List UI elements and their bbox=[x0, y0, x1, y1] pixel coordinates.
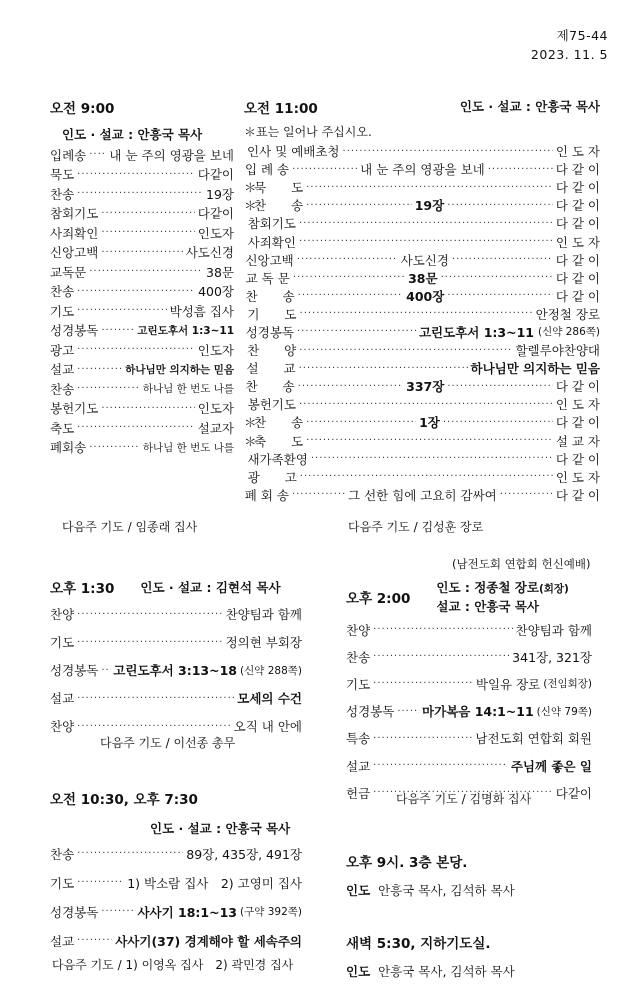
item-label: 성경봉독 bbox=[50, 663, 99, 678]
order-item bbox=[50, 399, 234, 419]
leader-dots bbox=[292, 164, 357, 175]
bulletin-header bbox=[531, 26, 608, 62]
item-detail: 고린도후서 1:3~11 bbox=[418, 324, 534, 340]
item-label: 성경봉독 bbox=[50, 323, 99, 339]
presider-preacher: 설교 : 안흥국 목사 bbox=[436, 599, 539, 614]
leader-dots bbox=[101, 227, 194, 238]
item-label: 폐 회 송 bbox=[244, 487, 289, 503]
order-item bbox=[50, 184, 234, 204]
leader-dots bbox=[292, 489, 345, 500]
order-item bbox=[50, 165, 234, 185]
leader-dots bbox=[101, 906, 134, 917]
item-label: 기도 bbox=[346, 676, 371, 692]
item-value: 다같이 bbox=[555, 785, 592, 801]
item-label: 폐회송 bbox=[50, 440, 87, 456]
leader-dots bbox=[77, 877, 124, 888]
item-value: 인 도 자 bbox=[555, 397, 600, 413]
leader-dots bbox=[300, 308, 533, 319]
order-item bbox=[244, 377, 600, 395]
service-place: 새벽 5:30, 지하기도실. bbox=[346, 936, 491, 952]
item-value: 내 눈 주의 영광을 보네 bbox=[109, 147, 234, 163]
item-value: 인 도 자 bbox=[555, 144, 600, 160]
order-item bbox=[50, 204, 234, 224]
order-item bbox=[50, 145, 234, 165]
order-item bbox=[346, 616, 592, 643]
order-item bbox=[50, 340, 234, 360]
order-item bbox=[50, 684, 302, 712]
item-value: 사사기(37) 경계해야 할 세속주의 bbox=[115, 933, 302, 949]
item-label: 입 례 송 bbox=[244, 162, 290, 178]
item-value: 모세의 수건 bbox=[237, 691, 302, 706]
item-value: (신약 286쪽) bbox=[537, 326, 600, 339]
item-value: 오직 내 안에 bbox=[233, 719, 302, 734]
item-value: 19장 bbox=[206, 186, 234, 202]
item-value: 다 같 이 bbox=[555, 216, 600, 232]
leader-label: 인도 bbox=[346, 883, 371, 898]
leader-dots bbox=[77, 935, 112, 946]
item-label: 기 도 bbox=[247, 306, 297, 322]
order-item bbox=[50, 438, 234, 458]
leader-dots bbox=[311, 453, 553, 464]
item-label: 기도 bbox=[50, 875, 75, 891]
leader-dots bbox=[373, 678, 473, 689]
leader-dots bbox=[299, 363, 468, 374]
leader-dots bbox=[447, 381, 552, 392]
item-value: 정의현 부회장 bbox=[225, 635, 302, 650]
service-11am bbox=[244, 97, 601, 534]
next-week-prayer: 다음주 기도 / 이선종 총무 bbox=[100, 736, 236, 750]
leader-dots bbox=[452, 254, 553, 265]
item-value: 다 같 이 bbox=[555, 487, 600, 503]
service-530am bbox=[346, 932, 515, 980]
item-value: 설교자 bbox=[197, 420, 234, 436]
item-value: 하나님만 의지하는 믿음 bbox=[470, 361, 600, 377]
item-label: 찬 송 bbox=[254, 198, 304, 214]
item-value: 인도자 bbox=[197, 401, 234, 417]
item-label: 봉헌기도 bbox=[247, 397, 296, 413]
item-label: 성경봉독 bbox=[346, 704, 395, 720]
order-item bbox=[244, 160, 600, 178]
next-week-prayer: 다음주 기도 / 김성훈 장로 bbox=[348, 520, 484, 534]
order-item bbox=[244, 232, 600, 250]
leader-dots bbox=[101, 208, 194, 219]
order-item bbox=[50, 282, 234, 302]
item-value: 다같이 bbox=[197, 206, 234, 222]
leader-dots bbox=[500, 489, 553, 500]
item-value: 할렐루야찬양대 bbox=[515, 343, 600, 359]
order-item bbox=[50, 321, 234, 341]
order-item bbox=[50, 656, 302, 684]
order-item bbox=[50, 868, 302, 897]
item-label: 설 교 bbox=[246, 361, 296, 377]
stand-mark: ＊ bbox=[244, 198, 257, 214]
presider: 인도 · 설교 : 안흥국 목사 bbox=[150, 821, 291, 836]
leader-dots bbox=[77, 286, 195, 297]
item-label: 교독문 bbox=[50, 264, 87, 280]
leader-dots bbox=[77, 188, 203, 199]
leader-dots bbox=[101, 403, 194, 414]
order-item bbox=[50, 839, 302, 868]
presider-leader: 인도 : 정종철 장로 bbox=[436, 580, 539, 595]
stand-mark: ＊ bbox=[244, 433, 257, 449]
item-value: 다 같 이 bbox=[555, 288, 600, 304]
order-item bbox=[346, 670, 592, 697]
item-value: 38문 bbox=[206, 264, 234, 280]
item-label: 기도 bbox=[50, 303, 75, 319]
item-value: 다 같 이 bbox=[555, 180, 600, 196]
item-note: (신약 288쪽) bbox=[239, 664, 302, 677]
service-time: 오전 9:00 bbox=[50, 101, 115, 117]
service-1030am-730pm bbox=[50, 788, 302, 972]
leader-dots bbox=[293, 272, 405, 283]
leaders: 안흥국 목사, 김석하 목사 bbox=[378, 883, 515, 898]
leader-dots bbox=[101, 325, 134, 336]
leader-dots bbox=[77, 637, 222, 648]
leader-dots bbox=[299, 218, 553, 229]
item-note: (구약 392쪽) bbox=[239, 906, 302, 918]
leaders: 안흥국 목사, 김석하 목사 bbox=[378, 964, 515, 979]
leader-dots bbox=[299, 236, 553, 247]
item-label: 찬송 bbox=[346, 649, 371, 665]
item-label: 설교 bbox=[346, 758, 371, 774]
leader-dots bbox=[297, 326, 416, 337]
leader-dots bbox=[443, 417, 553, 428]
item-label: 찬양 bbox=[50, 607, 75, 622]
item-note: (신약 79쪽) bbox=[536, 705, 592, 718]
item-label: 특송 bbox=[346, 731, 371, 747]
leader-dots bbox=[77, 383, 140, 394]
item-label: 찬 송 bbox=[245, 288, 295, 304]
service-label: (남전도회 연합회 헌신예배) bbox=[452, 557, 591, 571]
leader-dots bbox=[298, 290, 403, 301]
item-label: 축 도 bbox=[254, 433, 304, 449]
leader-dots bbox=[298, 381, 403, 392]
order-item bbox=[50, 243, 234, 263]
order-item bbox=[50, 897, 302, 926]
item-detail: 1장 bbox=[419, 415, 440, 431]
presider: 인도 · 설교 : 김현석 목사 bbox=[140, 580, 281, 595]
item-label: 축도 bbox=[50, 420, 75, 436]
item-value: 다같이 bbox=[197, 167, 234, 183]
item-value: 하나님 한 번도 나를 bbox=[142, 441, 234, 454]
order-item bbox=[50, 223, 234, 243]
order-item bbox=[244, 450, 600, 468]
item-label: 신앙고백 bbox=[245, 252, 294, 268]
item-label: 입례송 bbox=[50, 147, 87, 163]
leader-dots bbox=[77, 609, 222, 620]
service-time: 오후 2:00 bbox=[346, 591, 411, 607]
leader-dots bbox=[373, 651, 509, 662]
item-value: 안정철 장로 bbox=[535, 306, 600, 322]
item-label: 참회기도 bbox=[247, 216, 296, 232]
item-value: 인 도 자 bbox=[555, 234, 600, 250]
order-item bbox=[346, 725, 592, 752]
order-item bbox=[346, 752, 592, 779]
leader-dots bbox=[373, 733, 472, 744]
order-item bbox=[244, 251, 600, 269]
item-value: 다 같 이 bbox=[555, 270, 601, 286]
next-week-prayer: 다음주 기도 / 임종래 집사 bbox=[62, 520, 198, 534]
leader-dots bbox=[447, 200, 553, 211]
item-detail: 400장 bbox=[406, 288, 445, 304]
item-value: 다 같 이 bbox=[555, 451, 600, 467]
order-item bbox=[244, 214, 600, 232]
stand-note: ＊표는 일어나 주십시오. bbox=[244, 125, 372, 139]
service-130pm bbox=[50, 577, 302, 750]
item-value: 찬양팀과 함께 bbox=[225, 607, 302, 622]
item-label: 봉헌기도 bbox=[50, 401, 99, 417]
order-item bbox=[50, 262, 234, 282]
order-item bbox=[244, 178, 600, 196]
item-value: 다 같 이 bbox=[555, 198, 600, 214]
leader-dots bbox=[77, 422, 195, 433]
item-value: 박성흠 집사 bbox=[169, 303, 234, 319]
presider-leader-note: (회장) bbox=[538, 583, 569, 595]
leader-dots bbox=[397, 706, 419, 717]
leader-dots bbox=[299, 345, 512, 356]
item-label: 묵도 bbox=[50, 167, 75, 183]
order-item bbox=[244, 341, 600, 359]
leader-dots bbox=[488, 164, 553, 175]
item-value: 341장, 321장 bbox=[512, 649, 592, 665]
item-detail: 38문 bbox=[408, 270, 438, 286]
item-label: 찬양 bbox=[50, 719, 75, 734]
item-label: 설교 bbox=[50, 933, 75, 949]
order-item bbox=[244, 432, 600, 450]
leader-dots bbox=[77, 848, 183, 859]
leader-dots bbox=[306, 417, 416, 428]
order-item bbox=[50, 301, 234, 321]
leader-dots bbox=[306, 182, 553, 193]
order-item bbox=[50, 360, 234, 380]
item-label: 묵 도 bbox=[254, 180, 304, 196]
presider: 인도 · 설교 : 안흥국 목사 bbox=[62, 127, 203, 142]
stand-mark: ＊ bbox=[244, 415, 257, 431]
item-label: 광고 bbox=[50, 342, 75, 358]
service-place: 오후 9시. 3층 본당. bbox=[346, 855, 468, 871]
item-label: 사죄확인 bbox=[247, 234, 296, 250]
leader-dots bbox=[373, 624, 512, 635]
leader-dots bbox=[441, 272, 553, 283]
item-value: 인 도 자 bbox=[555, 469, 600, 485]
leader-dots bbox=[299, 399, 553, 410]
item-detail: 19장 bbox=[414, 198, 445, 214]
item-label: 찬송 bbox=[50, 381, 75, 397]
item-value: 인도자 bbox=[197, 342, 234, 358]
leader-dots bbox=[77, 364, 122, 375]
leader-dots bbox=[77, 693, 234, 704]
item-value: 주님께 좋은 일 bbox=[510, 758, 592, 774]
order-item bbox=[244, 486, 600, 504]
item-label: 사죄확인 bbox=[50, 225, 99, 241]
order-item bbox=[244, 287, 600, 305]
leader-dots bbox=[101, 665, 110, 676]
order-item bbox=[346, 698, 592, 725]
presider: 인도 · 설교 : 안흥국 목사 bbox=[459, 99, 600, 114]
item-value: 마가복음 14:1~11 bbox=[422, 704, 534, 720]
item-label: 참회기도 bbox=[50, 206, 99, 222]
leader-dots bbox=[89, 266, 203, 277]
order-item bbox=[50, 418, 234, 438]
service-time: 오전 10:30, 오후 7:30 bbox=[50, 792, 198, 808]
next-week-prayer: 다음주 기도 / 김명화 집사 bbox=[396, 792, 532, 806]
item-label: 찬양 bbox=[346, 622, 371, 638]
service-time: 오전 11:00 bbox=[244, 101, 318, 117]
item-detail: 내 눈 주의 영광을 보네 bbox=[360, 162, 485, 178]
service-9am bbox=[50, 97, 234, 534]
item-label: 신앙고백 bbox=[50, 245, 99, 261]
leader-label: 인도 bbox=[346, 964, 371, 979]
item-value: 89장, 435장, 491장 bbox=[186, 846, 302, 862]
item-label: 찬 양 bbox=[247, 343, 297, 359]
order-item bbox=[244, 413, 600, 431]
leader-dots bbox=[373, 760, 508, 771]
leader-dots bbox=[343, 146, 553, 157]
order-item bbox=[244, 359, 600, 377]
bulletin-code: 제75-44 bbox=[556, 28, 608, 43]
item-label: 찬 송 bbox=[245, 379, 295, 395]
order-item bbox=[50, 600, 302, 628]
order-item bbox=[244, 269, 600, 287]
service-9pm bbox=[346, 851, 515, 899]
item-value: 설 교 자 bbox=[555, 433, 600, 449]
item-value: 1) 박소람 집사 2) 고영미 집사 bbox=[127, 875, 302, 891]
item-label: 새가족환영 bbox=[247, 451, 308, 467]
service-2pm bbox=[346, 556, 592, 806]
item-value: 찬양팀과 함께 bbox=[515, 622, 592, 638]
leader-dots bbox=[89, 442, 140, 453]
item-value: 박일유 장로 bbox=[475, 676, 541, 692]
item-label: 헌금 bbox=[346, 785, 371, 801]
order-item bbox=[244, 468, 600, 486]
item-value: 인도자 bbox=[197, 225, 234, 241]
item-label: 찬송 bbox=[50, 846, 75, 862]
item-label: 인사 및 예배초청 bbox=[247, 144, 340, 160]
item-value: 사사기 18:1~13 bbox=[137, 904, 237, 920]
service-time: 오후 1:30 bbox=[50, 581, 115, 597]
leader-dots bbox=[77, 721, 231, 732]
item-value: 다 같 이 bbox=[555, 162, 600, 178]
item-detail: 사도신경 bbox=[400, 252, 449, 268]
item-value: 사도신경 bbox=[185, 245, 234, 261]
order-item bbox=[346, 643, 592, 670]
item-value: 고린도후서 3:13~18 bbox=[113, 663, 237, 678]
item-value: 다 같 이 bbox=[555, 252, 600, 268]
order-item bbox=[244, 142, 600, 160]
item-label: 찬송 bbox=[50, 284, 75, 300]
leader-dots bbox=[306, 200, 412, 211]
item-label: 찬 송 bbox=[254, 415, 304, 431]
leader-dots bbox=[306, 435, 553, 446]
item-value: 하나님 한 번도 나를 bbox=[142, 383, 234, 396]
leader-dots bbox=[89, 149, 106, 160]
item-value: 하나님만 의지하는 믿음 bbox=[125, 363, 234, 376]
order-item bbox=[50, 628, 302, 656]
stand-mark: ＊ bbox=[244, 180, 257, 196]
item-detail: 그 선한 힘에 고요히 감싸여 bbox=[348, 487, 497, 503]
next-week-prayer: 다음주 기도 / 1) 이영옥 집사 2) 곽민경 집사 bbox=[52, 958, 294, 972]
item-label: 성경봉독 bbox=[245, 324, 295, 340]
item-label: 교 독 문 bbox=[245, 270, 290, 286]
leader-dots bbox=[297, 254, 398, 265]
leader-dots bbox=[300, 471, 553, 482]
leader-dots bbox=[77, 344, 195, 355]
item-label: 성경봉독 bbox=[50, 904, 99, 920]
item-value: 고린도후서 1:3~11 bbox=[137, 324, 234, 337]
order-item bbox=[244, 196, 600, 214]
leader-dots bbox=[77, 169, 195, 180]
order-item bbox=[244, 305, 600, 323]
item-value: 다 같 이 bbox=[555, 415, 600, 431]
item-label: 광 고 bbox=[247, 469, 297, 485]
order-item bbox=[50, 379, 234, 399]
item-value: 남전도회 연합회 회원 bbox=[475, 731, 592, 747]
item-note: (전임회장) bbox=[543, 678, 592, 691]
leader-dots bbox=[77, 305, 166, 316]
order-item bbox=[50, 926, 302, 955]
order-item bbox=[244, 323, 600, 341]
item-detail: 337장 bbox=[406, 379, 445, 395]
leader-dots bbox=[447, 290, 552, 301]
item-value: 다 같 이 bbox=[555, 379, 600, 395]
item-value: 400장 bbox=[198, 284, 234, 300]
leader-dots bbox=[101, 247, 182, 258]
item-label: 설교 bbox=[50, 362, 75, 378]
item-label: 설교 bbox=[50, 691, 75, 706]
order-item bbox=[244, 395, 600, 413]
item-label: 기도 bbox=[50, 635, 75, 650]
bulletin-date: 2023. 11. 5 bbox=[530, 47, 608, 62]
item-label: 찬송 bbox=[50, 186, 75, 202]
